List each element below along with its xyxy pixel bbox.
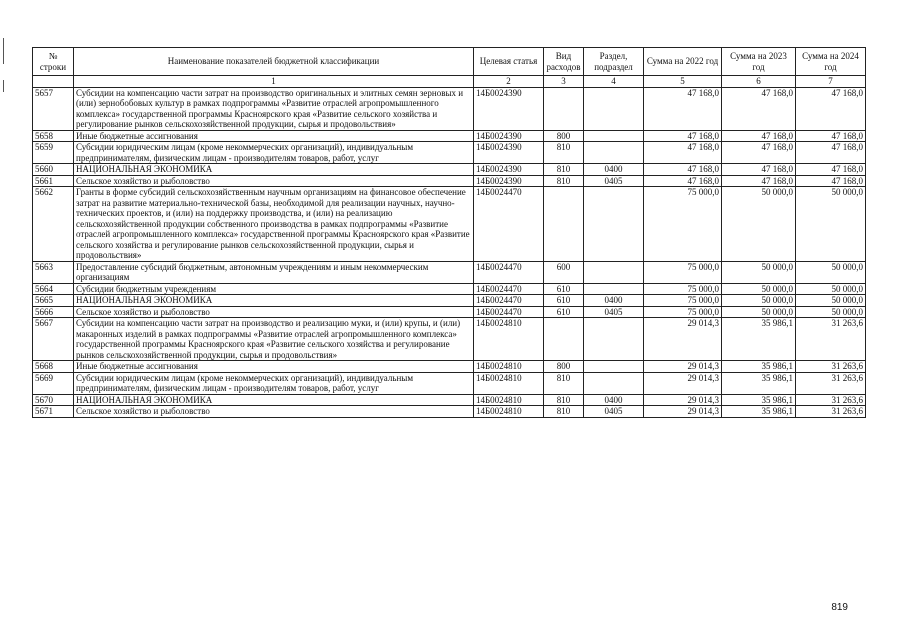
- section-cell: [584, 283, 644, 295]
- row-name-cell: Сельское хозяйство и рыболовство: [74, 406, 474, 418]
- row-number-cell: 5666: [33, 306, 74, 318]
- row-name-cell: Субсидии на компенсацию части затрат на производство оригинальных и элитных семян зерновых и (или) зернобобовых культур в рамках подпрограммы «Развитие отраслей агропромышленного комплекса» государственной программы Красноярского края «Развитие сельского хозяйства и регулирование рынков сельскохозяйственной продукции, сырья и продовольствия»: [74, 87, 474, 130]
- target-article-cell: 14Б0024390: [474, 164, 544, 176]
- sum-2023-cell: 35 986,1: [722, 361, 796, 373]
- row-name-cell: Гранты в форме субсидий сельскохозяйственным научным организациям на финансовое обеспечение затрат на развитие материально-технической базы, необходимой для реализации научных, научно-технических проектов, и (или) на поддержку производства, и (или) на реализацию сельскохозяйственной продукции собственного производства в рамках подпрограммы «Развитие отраслей агропромышленного комплекса» государственной программы Красноярского края «Развитие сельского хозяйства и регулирование рынков сельскохозяйственной продукции, сырья и продовольствия»: [74, 187, 474, 262]
- sum-2023-cell: 47 168,0: [722, 164, 796, 176]
- target-article-cell: 14Б0024470: [474, 261, 544, 283]
- sum-2024-cell: 47 168,0: [796, 142, 866, 164]
- target-article-cell: 14Б0024470: [474, 306, 544, 318]
- row-name-cell: НАЦИОНАЛЬНАЯ ЭКОНОМИКА: [74, 164, 474, 176]
- table-row: [33, 361, 866, 373]
- row-name-cell: Субсидии юридическим лицам (кроме некоммерческих организаций), индивидуальным предпринимателям, физическим лицам - производителям товаров, работ, услуг: [74, 142, 474, 164]
- target-article-cell: 14Б0024810: [474, 361, 544, 373]
- sum-2022-cell: 47 168,0: [644, 130, 722, 142]
- sum-2022-cell: 29 014,3: [644, 406, 722, 418]
- table-row: [33, 142, 866, 164]
- row-number-cell: 5662: [33, 187, 74, 262]
- expense-type-cell: 810: [544, 394, 584, 406]
- column-index-cell: 6: [722, 76, 796, 88]
- row-name-cell: Иные бюджетные ассигнования: [74, 130, 474, 142]
- sum-2023-cell: 50 000,0: [722, 261, 796, 283]
- row-number-cell: 5661: [33, 175, 74, 187]
- sum-2022-cell: 29 014,3: [644, 318, 722, 361]
- sum-2024-cell: 47 168,0: [796, 87, 866, 130]
- column-index-cell: 5: [644, 76, 722, 88]
- expense-type-cell: 610: [544, 306, 584, 318]
- page-number: 819: [831, 602, 848, 613]
- section-cell: [584, 372, 644, 394]
- target-article-cell: 14Б0024470: [474, 295, 544, 307]
- sum-2023-cell: 47 168,0: [722, 130, 796, 142]
- sum-2024-cell: 31 263,6: [796, 394, 866, 406]
- sum-2024-cell: 31 263,6: [796, 406, 866, 418]
- row-number-cell: 5665: [33, 295, 74, 307]
- column-index-cell: 3: [544, 76, 584, 88]
- header-section: Раздел, подраздел: [584, 48, 644, 76]
- row-name-cell: Сельское хозяйство и рыболовство: [74, 175, 474, 187]
- sum-2023-cell: 47 168,0: [722, 142, 796, 164]
- table-row: [33, 394, 866, 406]
- column-index-cell: 1: [74, 76, 474, 88]
- sum-2022-cell: 47 168,0: [644, 87, 722, 130]
- sum-2023-cell: 35 986,1: [722, 318, 796, 361]
- sum-2022-cell: 75 000,0: [644, 261, 722, 283]
- sum-2023-cell: 47 168,0: [722, 175, 796, 187]
- row-name-cell: Субсидии бюджетным учреждениям: [74, 283, 474, 295]
- target-article-cell: 14Б0024810: [474, 318, 544, 361]
- table-row: [33, 372, 866, 394]
- expense-type-cell: 800: [544, 361, 584, 373]
- row-name-cell: Предоставление субсидий бюджетным, автономным учреждениям и иным некоммерческим организациям: [74, 261, 474, 283]
- sum-2022-cell: 75 000,0: [644, 306, 722, 318]
- sum-2023-cell: 50 000,0: [722, 306, 796, 318]
- expense-type-cell: [544, 187, 584, 262]
- sum-2024-cell: 47 168,0: [796, 164, 866, 176]
- target-article-cell: 14Б0024810: [474, 394, 544, 406]
- section-cell: 0400: [584, 295, 644, 307]
- sum-2024-cell: 47 168,0: [796, 175, 866, 187]
- expense-type-cell: 810: [544, 164, 584, 176]
- sum-2022-cell: 47 168,0: [644, 175, 722, 187]
- budget-table: [32, 47, 866, 418]
- sum-2022-cell: 29 014,3: [644, 394, 722, 406]
- row-number-cell: 5670: [33, 394, 74, 406]
- row-number-cell: 5657: [33, 87, 74, 130]
- row-name-cell: Сельское хозяйство и рыболовство: [74, 306, 474, 318]
- sum-2022-cell: 75 000,0: [644, 295, 722, 307]
- table-row: [33, 187, 866, 262]
- header-expense-type: Вид расходов: [544, 48, 584, 76]
- column-index-cell: [33, 76, 74, 88]
- table-row: [33, 261, 866, 283]
- row-name-cell: Иные бюджетные ассигнования: [74, 361, 474, 373]
- sum-2024-cell: 50 000,0: [796, 187, 866, 262]
- expense-type-cell: 810: [544, 372, 584, 394]
- row-number-cell: 5667: [33, 318, 74, 361]
- target-article-cell: 14Б0024390: [474, 142, 544, 164]
- sum-2024-cell: 50 000,0: [796, 261, 866, 283]
- margin-mark-top: [3, 38, 4, 64]
- sum-2023-cell: 47 168,0: [722, 87, 796, 130]
- row-number-cell: 5663: [33, 261, 74, 283]
- table-row: [33, 130, 866, 142]
- section-cell: 0405: [584, 175, 644, 187]
- sum-2023-cell: 35 986,1: [722, 406, 796, 418]
- table-row: [33, 164, 866, 176]
- header-row-number: № строки: [33, 48, 74, 76]
- target-article-cell: 14Б0024810: [474, 406, 544, 418]
- sum-2022-cell: 29 014,3: [644, 361, 722, 373]
- row-number-cell: 5658: [33, 130, 74, 142]
- column-index-cell: 4: [584, 76, 644, 88]
- row-number-cell: 5664: [33, 283, 74, 295]
- header-row: [33, 48, 866, 76]
- expense-type-cell: 610: [544, 295, 584, 307]
- header-name: Наименование показателей бюджетной классификации: [74, 48, 474, 76]
- expense-type-cell: 610: [544, 283, 584, 295]
- sum-2022-cell: 47 168,0: [644, 164, 722, 176]
- section-cell: [584, 318, 644, 361]
- section-cell: 0400: [584, 164, 644, 176]
- sum-2023-cell: 35 986,1: [722, 394, 796, 406]
- margin-mark-bottom: [3, 80, 4, 92]
- section-cell: 0405: [584, 306, 644, 318]
- target-article-cell: 14Б0024470: [474, 187, 544, 262]
- target-article-cell: 14Б0024470: [474, 283, 544, 295]
- section-cell: 0405: [584, 406, 644, 418]
- section-cell: [584, 187, 644, 262]
- row-number-cell: 5668: [33, 361, 74, 373]
- sum-2023-cell: 50 000,0: [722, 283, 796, 295]
- section-cell: [584, 261, 644, 283]
- target-article-cell: 14Б0024390: [474, 87, 544, 130]
- sum-2022-cell: 75 000,0: [644, 187, 722, 262]
- sum-2024-cell: 47 168,0: [796, 130, 866, 142]
- sum-2024-cell: 50 000,0: [796, 283, 866, 295]
- table-row: [33, 306, 866, 318]
- row-number-cell: 5660: [33, 164, 74, 176]
- header-sum-2023: Сумма на 2023 год: [722, 48, 796, 76]
- expense-type-cell: 600: [544, 261, 584, 283]
- row-name-cell: НАЦИОНАЛЬНАЯ ЭКОНОМИКА: [74, 394, 474, 406]
- sum-2022-cell: 29 014,3: [644, 372, 722, 394]
- sum-2022-cell: 75 000,0: [644, 283, 722, 295]
- row-number-cell: 5671: [33, 406, 74, 418]
- column-index-cell: 7: [796, 76, 866, 88]
- expense-type-cell: 810: [544, 142, 584, 164]
- table-row: [33, 318, 866, 361]
- table-row: [33, 87, 866, 130]
- header-sum-2022: Сумма на 2022 год: [644, 48, 722, 76]
- section-cell: [584, 142, 644, 164]
- target-article-cell: 14Б0024810: [474, 372, 544, 394]
- column-index-cell: 2: [474, 76, 544, 88]
- sum-2022-cell: 47 168,0: [644, 142, 722, 164]
- sum-2023-cell: 50 000,0: [722, 295, 796, 307]
- row-name-cell: НАЦИОНАЛЬНАЯ ЭКОНОМИКА: [74, 295, 474, 307]
- sum-2024-cell: 50 000,0: [796, 306, 866, 318]
- row-number-cell: 5659: [33, 142, 74, 164]
- table-row: [33, 295, 866, 307]
- sum-2024-cell: 50 000,0: [796, 295, 866, 307]
- table-row: [33, 283, 866, 295]
- row-number-cell: 5669: [33, 372, 74, 394]
- expense-type-cell: 810: [544, 406, 584, 418]
- section-cell: [584, 130, 644, 142]
- header-sum-2024: Сумма на 2024 год: [796, 48, 866, 76]
- section-cell: [584, 361, 644, 373]
- expense-type-cell: 800: [544, 130, 584, 142]
- row-name-cell: Субсидии юридическим лицам (кроме некоммерческих организаций), индивидуальным предпринимателям, физическим лицам - производителям товаров, работ, услуг: [74, 372, 474, 394]
- table-row: [33, 406, 866, 418]
- expense-type-cell: [544, 87, 584, 130]
- table-row: [33, 175, 866, 187]
- header-target-article: Целевая статья: [474, 48, 544, 76]
- sum-2023-cell: 35 986,1: [722, 372, 796, 394]
- section-cell: [584, 87, 644, 130]
- target-article-cell: 14Б0024390: [474, 130, 544, 142]
- sum-2024-cell: 31 263,6: [796, 361, 866, 373]
- sum-2023-cell: 50 000,0: [722, 187, 796, 262]
- sum-2024-cell: 31 263,6: [796, 318, 866, 361]
- column-index-row: [33, 76, 866, 88]
- section-cell: 0400: [584, 394, 644, 406]
- row-name-cell: Субсидии на компенсацию части затрат на производство и реализацию муки, и (или) крупы, и (или) макаронных изделий в рамках подпрограммы «Развитие отраслей агропромышленного комплекса» государственной программы Красноярского края «Развитие сельского хозяйства и регулирование рынков сельскохозяйственной продукции, сырья и продовольствия»: [74, 318, 474, 361]
- expense-type-cell: 810: [544, 175, 584, 187]
- expense-type-cell: [544, 318, 584, 361]
- sum-2024-cell: 31 263,6: [796, 372, 866, 394]
- target-article-cell: 14Б0024390: [474, 175, 544, 187]
